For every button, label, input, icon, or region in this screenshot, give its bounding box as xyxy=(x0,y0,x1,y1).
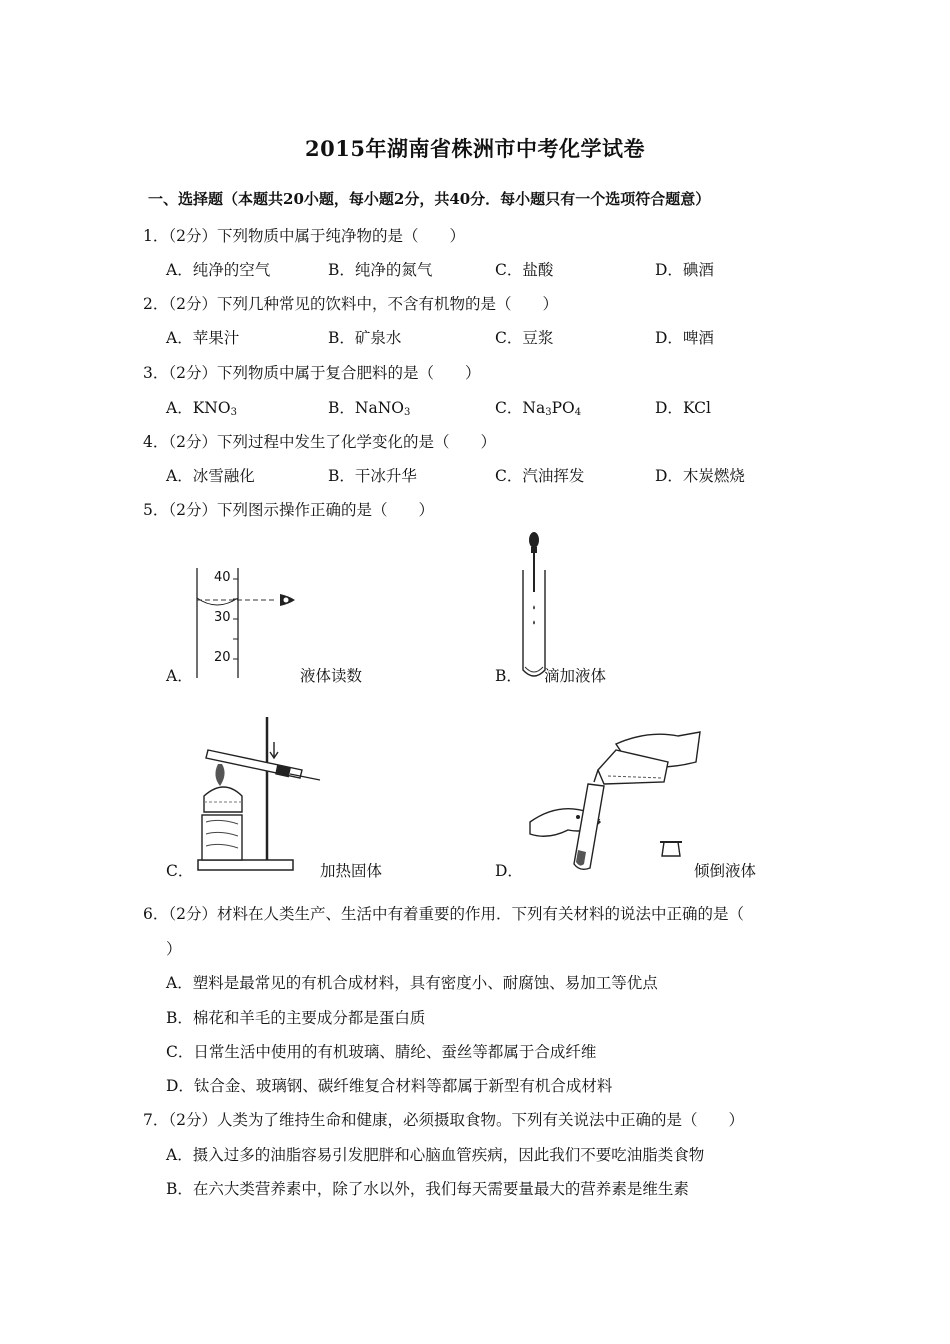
question-3-stem: 3．（2分）下列物质中属于复合肥料的是（ ） xyxy=(143,364,481,382)
figure-b-label: B． xyxy=(495,667,522,685)
option-label: B． xyxy=(328,399,355,417)
formula-base: KCl xyxy=(682,399,711,417)
formula-base: NaNO xyxy=(354,399,404,417)
question-1-option-d: D．碘酒 xyxy=(655,261,714,279)
question-6-option-d: D．钛合金、玻璃钢、碳纤维复合材料等都属于新型有机合成材料 xyxy=(166,1077,613,1095)
formula-subscript: 3 xyxy=(403,407,411,418)
exam-title: 2015年湖南省株洲市中考化学试卷 xyxy=(305,136,645,161)
question-1-option-c: C．盐酸 xyxy=(495,261,554,279)
figure-d-caption: 倾倒液体 xyxy=(694,862,757,880)
question-7-option-b: B．在六大类营养素中，除了水以外，我们每天需要量最大的营养素是维生素 xyxy=(166,1180,689,1198)
question-3-option-a xyxy=(166,396,237,418)
dropper-test-tube-figure xyxy=(515,530,555,685)
figure-d-label: D． xyxy=(495,862,523,880)
formula-base: PO xyxy=(551,399,575,417)
question-2-option-d: D．啤酒 xyxy=(655,329,714,347)
question-2-stem: 2．（2分）下列几种常见的饮料中，不含有机物的是（ ） xyxy=(143,295,558,313)
question-2-option-a: A．苹果汁 xyxy=(166,329,240,347)
formula-base: KNO xyxy=(192,399,231,417)
graduated-cylinder-figure xyxy=(185,560,310,685)
question-2-option-c: C．豆浆 xyxy=(495,329,554,347)
question-4-stem: 4．（2分）下列过程中发生了化学变化的是（ ） xyxy=(143,433,496,451)
question-3-option-d xyxy=(655,396,711,418)
section-heading: 一、选择题（本题共20小题，每小题2分，共40分．每小题只有一个选项符合题意） xyxy=(148,190,711,208)
question-6-option-a: A．塑料是最常见的有机合成材料，具有密度小、耐腐蚀、易加工等优点 xyxy=(166,974,658,992)
figure-c-label: C． xyxy=(166,862,194,880)
question-7-option-a: A．摄入过多的油脂容易引发肥胖和心脑血管疾病，因此我们不要吃油脂类食物 xyxy=(166,1146,705,1164)
heating-apparatus-figure xyxy=(190,712,325,877)
question-4-option-a: A．冰雪融化 xyxy=(166,467,255,485)
option-label: A． xyxy=(166,399,193,417)
question-4-option-b: B．干冰升华 xyxy=(328,467,417,485)
question-7-stem: 7．（2分）人类为了维持生命和健康，必须摄取食物。下列有关说法中正确的是（ ） xyxy=(143,1111,744,1129)
question-6-stem-line1: 6．（2分）材料在人类生产、生活中有着重要的作用．下列有关材料的说法中正确的是（ xyxy=(143,905,744,923)
figure-c-caption: 加热固体 xyxy=(320,862,383,880)
option-label: C． xyxy=(495,399,523,417)
option-label: D． xyxy=(655,399,683,417)
formula-subscript: 4 xyxy=(574,407,582,418)
question-6-stem-line2: ） xyxy=(166,940,182,958)
question-4-option-c: C．汽油挥发 xyxy=(495,467,585,485)
scale-label-20: 20 xyxy=(214,650,231,665)
question-6-option-b: B．棉花和羊毛的主要成分都是蛋白质 xyxy=(166,1009,426,1027)
question-3-option-b xyxy=(328,396,410,418)
scale-label-40: 40 xyxy=(214,570,231,585)
figure-b-caption: 滴加液体 xyxy=(544,667,607,685)
figure-a-label: A． xyxy=(166,667,193,685)
question-1-option-a: A．纯净的空气 xyxy=(166,261,271,279)
formula-subscript: 3 xyxy=(230,407,237,418)
formula-base: Na xyxy=(522,399,546,417)
question-1-stem: 1．（2分）下列物质中属于纯净物的是（ ） xyxy=(143,227,465,245)
question-2-option-b: B．矿泉水 xyxy=(328,329,402,347)
question-4-option-d: D．木炭燃烧 xyxy=(655,467,745,485)
question-5-stem: 5．（2分）下列图示操作正确的是（ ） xyxy=(143,501,434,519)
question-6-option-c: C．日常生活中使用的有机玻璃、腈纶、蚕丝等都属于合成纤维 xyxy=(166,1043,597,1061)
question-3-option-c xyxy=(495,396,581,418)
formula-subscript: 3 xyxy=(545,407,552,418)
figure-a-caption: 液体读数 xyxy=(300,667,363,685)
scale-label-30: 30 xyxy=(214,610,231,625)
pouring-liquid-figure xyxy=(528,722,723,877)
question-1-option-b: B．纯净的氮气 xyxy=(328,261,433,279)
